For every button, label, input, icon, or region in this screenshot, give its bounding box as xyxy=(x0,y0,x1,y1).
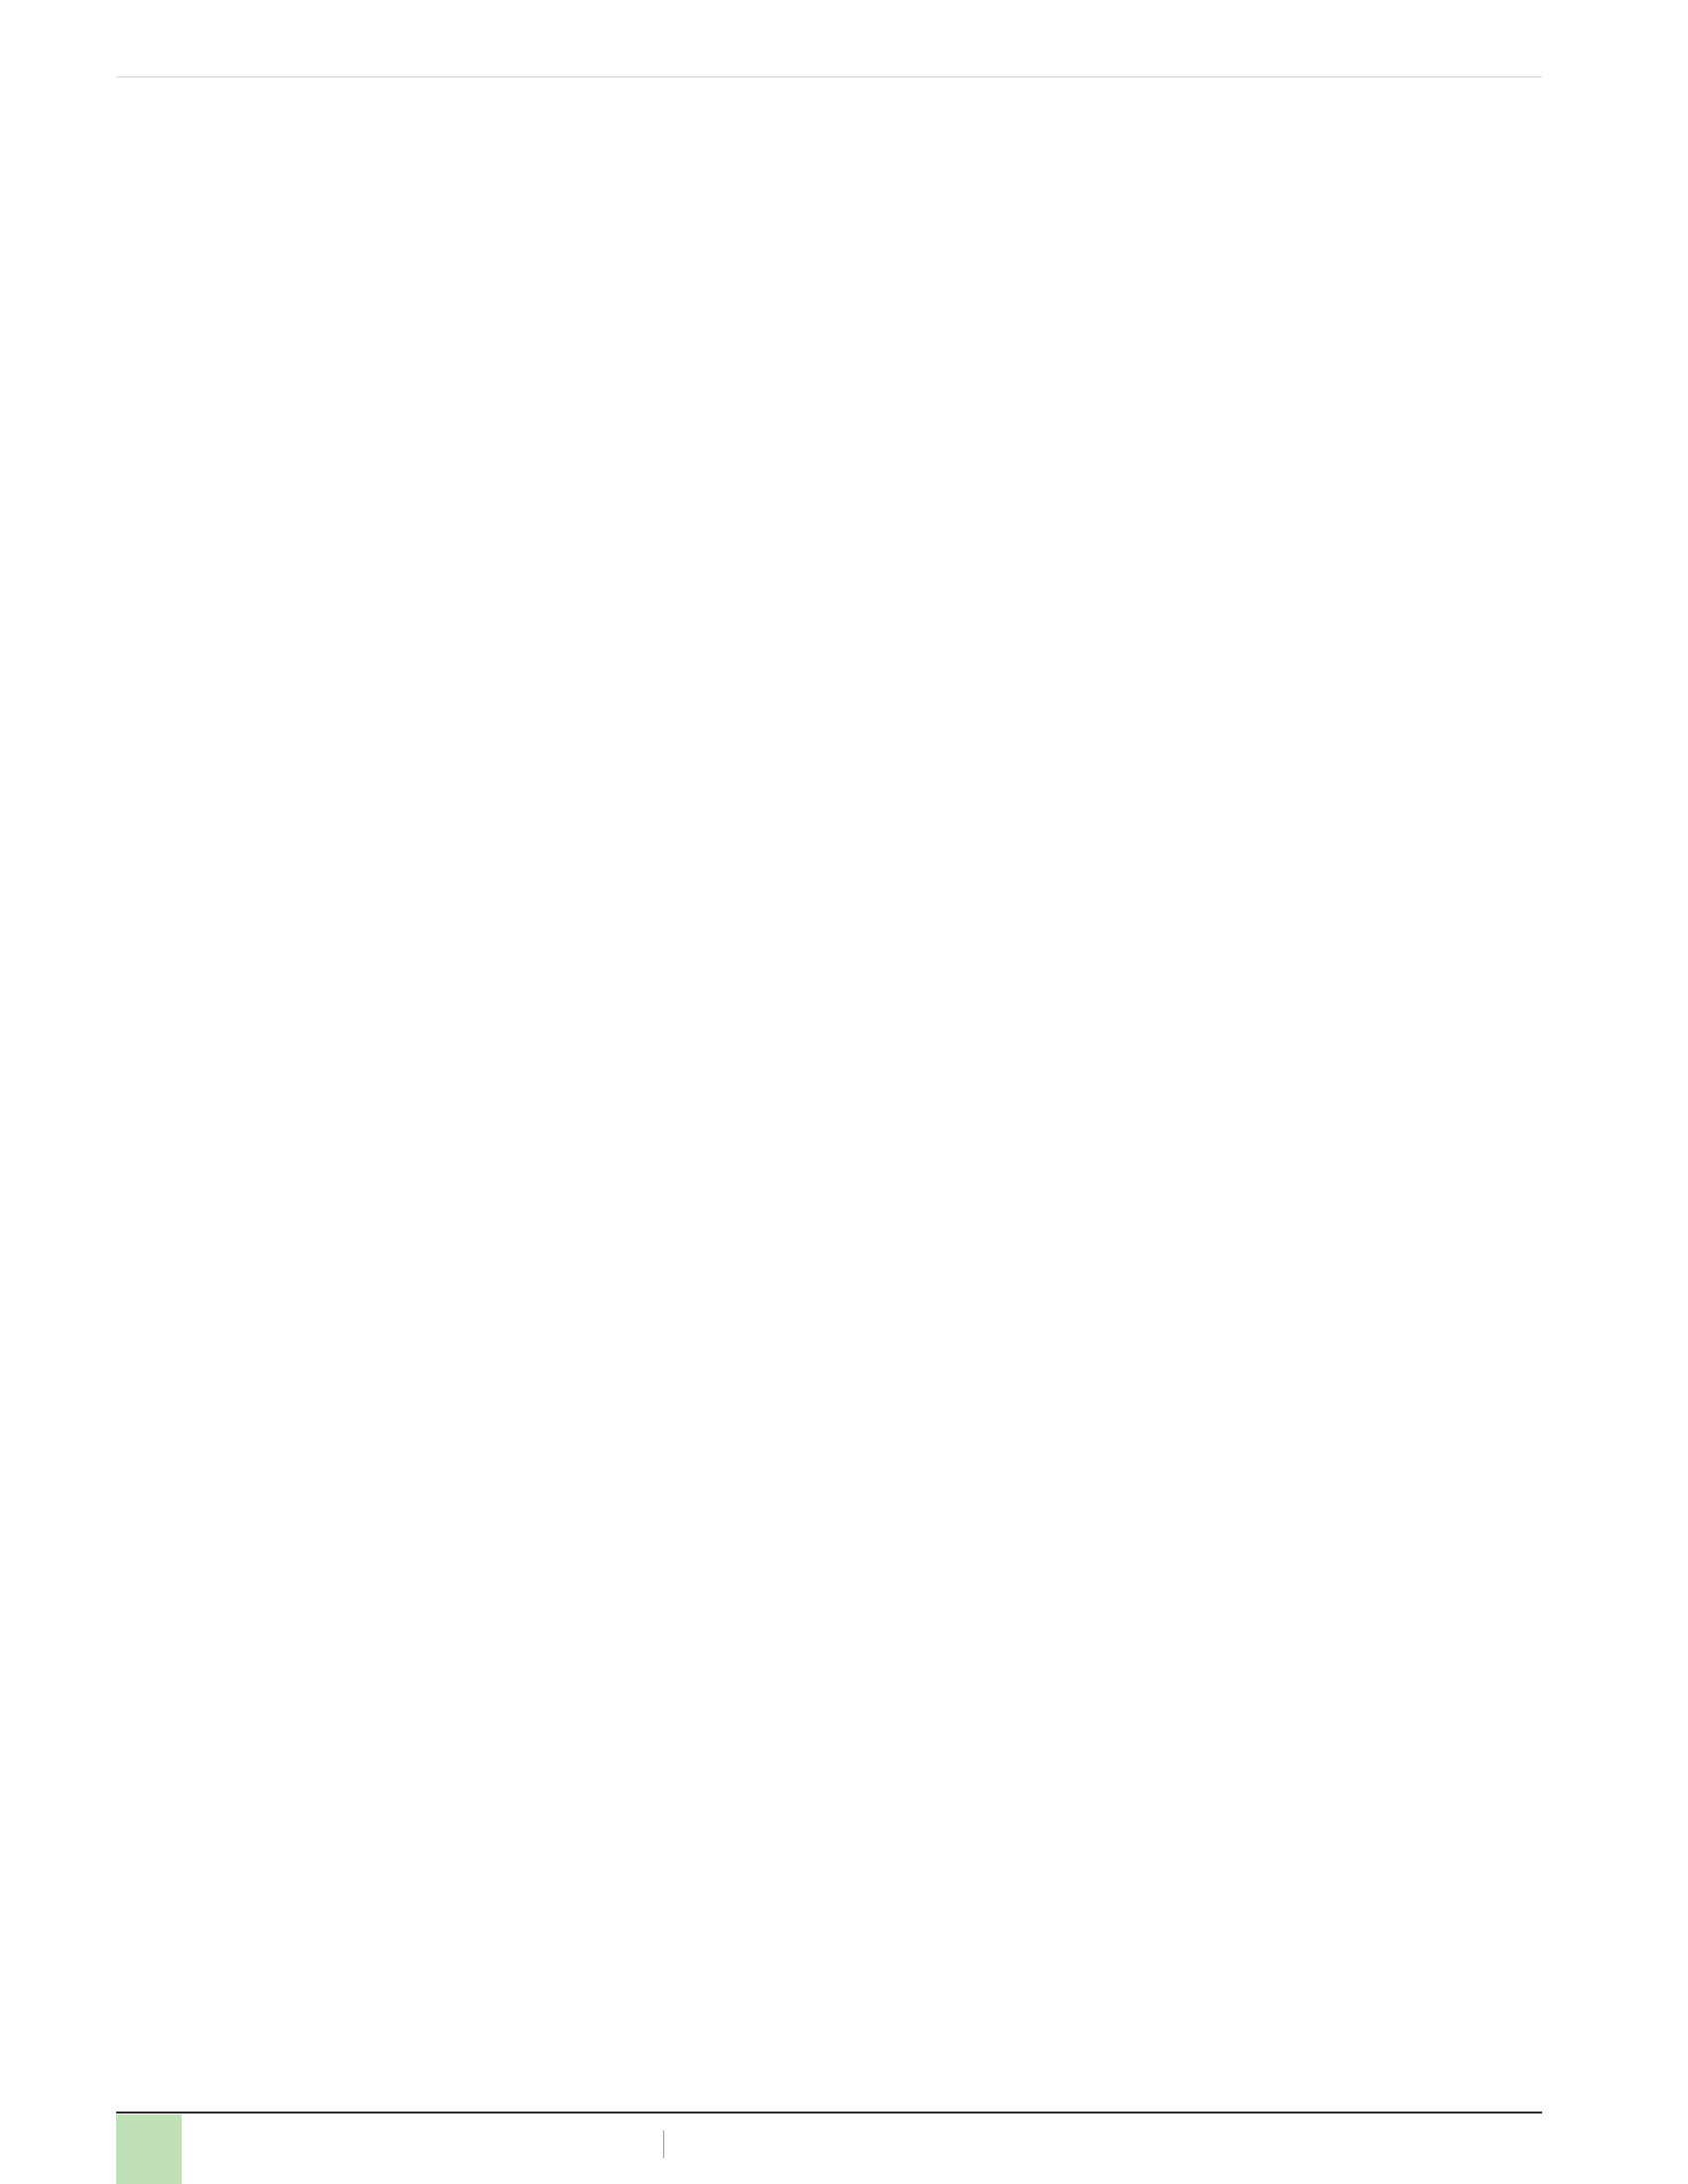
brand-logo xyxy=(655,2130,686,2158)
brand-divider xyxy=(663,2130,664,2158)
page-number xyxy=(116,2115,182,2184)
footer-divider xyxy=(116,2112,1542,2114)
spec-table-output xyxy=(116,76,1542,77)
spec-content xyxy=(116,76,1542,77)
